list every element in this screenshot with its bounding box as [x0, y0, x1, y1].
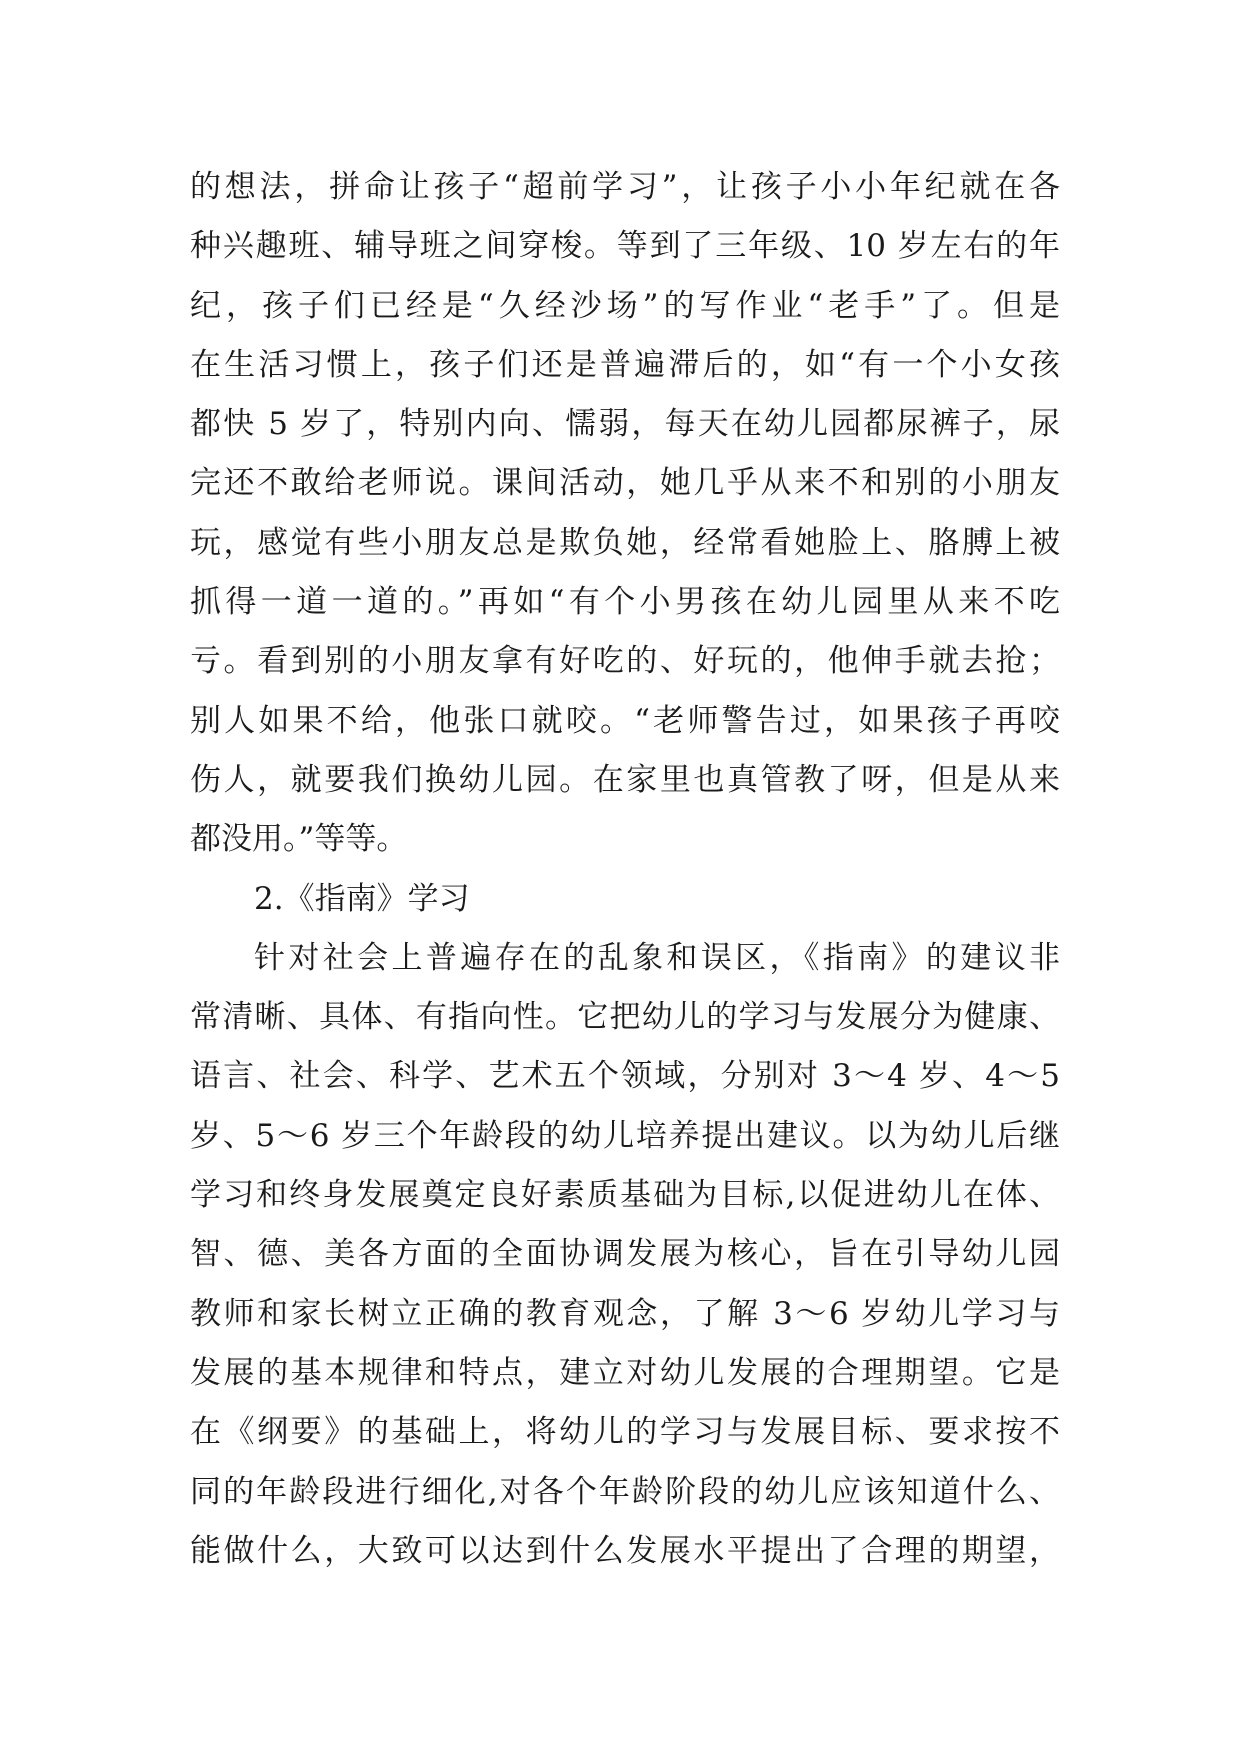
- text-line: 在《纲要》的基础上，将幼儿的学习与发展目标、要求按不: [190, 1414, 1060, 1451]
- text-line: 智、德、美各方面的全面协调发展为核心，旨在引导幼儿园: [190, 1236, 1060, 1273]
- section-heading: 2.《指南》学习: [254, 880, 470, 917]
- text-line: 学习和终身发展奠定良好素质基础为目标,以促进幼儿在体、: [190, 1177, 1060, 1214]
- text-line: 亏。看到别的小朋友拿有好吃的、好玩的，他伸手就去抢；: [190, 643, 1060, 680]
- text-line: 教师和家长树立正确的教育观念，了解 3～6 岁幼儿学习与: [190, 1295, 1060, 1332]
- text-line: 都没用。”等等。: [190, 821, 408, 858]
- text-line: 伤人，就要我们换幼儿园。在家里也真管教了呀，但是从来: [190, 761, 1060, 798]
- text-line: 在生活习惯上，孩子们还是普遍滞后的，如“有一个小女孩: [190, 346, 1060, 383]
- text-line: 别人如果不给，他张口就咬。“老师警告过，如果孩子再咬: [190, 702, 1060, 739]
- text-line: 针对社会上普遍存在的乱象和误区，《指南》的建议非: [254, 939, 1060, 976]
- text-line: 的想法，拼命让孩子“超前学习”，让孩子小小年纪就在各: [190, 169, 1060, 205]
- text-line: 玩，感觉有些小朋友总是欺负她，经常看她脸上、胳膊上被: [190, 524, 1060, 561]
- text-line: 发展的基本规律和特点，建立对幼儿发展的合理期望。它是: [190, 1354, 1060, 1391]
- text-line: 常清晰、具体、有指向性。它把幼儿的学习与发展分为健康、: [190, 999, 1060, 1036]
- text-line: 纪，孩子们已经是“久经沙场”的写作业“老手”了。但是: [190, 287, 1060, 324]
- text-line: 能做什么，大致可以达到什么发展水平提出了合理的期望，: [190, 1532, 1060, 1569]
- text-line: 语言、社会、科学、艺术五个领域，分别对 3～4 岁、4～5: [190, 1058, 1060, 1095]
- text-line: 抓得一道一道的。”再如“有个小男孩在幼儿园里从来不吃: [190, 584, 1060, 621]
- text-line: 种兴趣班、辅导班之间穿梭。等到了三年级、10 岁左右的年: [190, 228, 1060, 265]
- text-line: 完还不敢给老师说。课间活动，她几乎从来不和别的小朋友: [190, 465, 1060, 502]
- text-line: 同的年龄段进行细化,对各个年龄阶段的幼儿应该知道什么、: [190, 1473, 1060, 1510]
- body-text: [190, 158, 1060, 1581]
- text-line: 岁、5～6 岁三个年龄段的幼儿培养提出建议。以为幼儿后继: [190, 1117, 1060, 1154]
- text-line: 都快 5 岁了，特别内向、懦弱，每天在幼儿园都尿裤子，尿: [190, 406, 1060, 443]
